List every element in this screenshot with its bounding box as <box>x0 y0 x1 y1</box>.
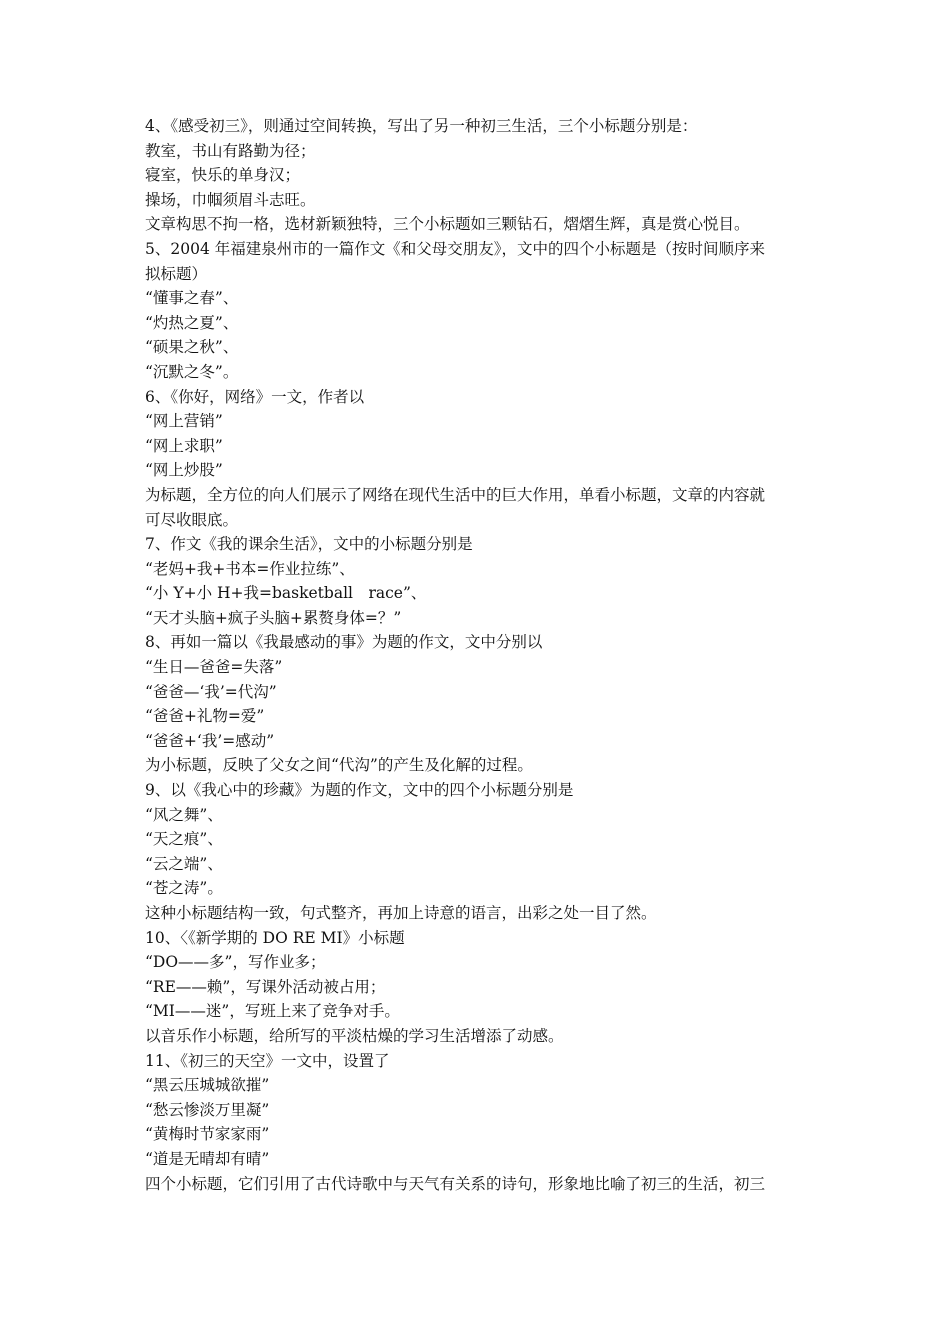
text-line: 6、《你好，网络》一文，作者以 <box>145 387 365 406</box>
text-line: 拟标题） <box>145 264 208 283</box>
text-line: 寝室，快乐的单身汉； <box>145 166 301 185</box>
text-line: “爸爸+‘我’=感动” <box>145 731 275 750</box>
text-line: 11、《初三的天空》一文中，设置了 <box>145 1051 390 1070</box>
text-line: 四个小标题，它们引用了古代诗歌中与天气有关系的诗句，形象地比喻了初三的生活，初三 <box>145 1174 766 1193</box>
text-line: “网上营销” <box>145 412 223 431</box>
text-line: “RE——赖”，写课外活动被占用； <box>145 977 386 996</box>
text-line: 4、《感受初三》，则通过空间转换，写出了另一种初三生活，三个小标题分别是： <box>145 117 698 135</box>
text-line: “MI——迷”，写班上来了竞争对手。 <box>145 1002 400 1021</box>
text-line: 9、以《我心中的珍藏》为题的作文，文中的四个小标题分别是 <box>145 781 574 800</box>
text-line: “硕果之秋”、 <box>145 338 239 357</box>
text-line: 7、作文《我的课余生活》，文中的小标题分别是 <box>145 535 473 554</box>
text-line: 为小标题，反映了父女之间“代沟”的产生及化解的过程。 <box>145 756 533 775</box>
text-line: 为标题，全方位的向人们展示了网络在现代生活中的巨大作用，单看小标题，文章的内容就 <box>145 485 766 504</box>
text-line: “DO——多”，写作业多； <box>145 953 326 972</box>
text-line: “网上求职” <box>145 436 223 455</box>
text-line: “天才头脑+疯子头脑+累赘身体=？” <box>145 608 402 627</box>
text-line: 可尽收眼底。 <box>145 510 239 529</box>
text-line: 教室，书山有路勤为径； <box>145 141 316 160</box>
text-line: 8、再如一篇以《我最感动的事》为题的作文，文中分别以 <box>145 633 543 652</box>
text-line: “风之舞”、 <box>145 805 223 824</box>
text-line: “老妈+我+书本=作业拉练”、 <box>145 559 355 578</box>
text-line: “灼热之夏”、 <box>145 313 239 332</box>
document-page <box>145 114 815 1196</box>
text-line: “沉默之冬”。 <box>145 362 239 381</box>
text-line: “网上炒股” <box>145 461 223 480</box>
text-line: “苍之涛”。 <box>145 879 223 898</box>
text-line: “云之端”、 <box>145 854 223 873</box>
text-line: 这种小标题结构一致，句式整齐，再加上诗意的语言，出彩之处一目了然。 <box>145 904 657 922</box>
text-line: “天之痕”、 <box>145 830 223 849</box>
text-line: 文章构思不拘一格，选材新颖独特，三个小标题如三颗钻石，熠熠生辉，真是赏心悦目。 <box>145 215 750 234</box>
text-line: 操场，巾帼须眉斗志旺。 <box>145 190 316 209</box>
text-line: “愁云惨淡万里凝” <box>145 1100 270 1119</box>
text-line: 5、2004 年福建泉州市的一篇作文《和父母交朋友》，文中的四个小标题是（按时间顺序来 <box>145 239 765 258</box>
text-line: “爸爸+礼物=爱” <box>145 707 265 726</box>
text-line: “黄梅时节家家雨” <box>145 1125 270 1144</box>
text-line: 10、〈《新学期的 DO RE MI》小标题 <box>145 928 405 947</box>
text-line: “道是无晴却有晴” <box>145 1149 270 1168</box>
text-line: “小 Y+小 H+我=basketball race”、 <box>145 584 427 603</box>
text-line: 以音乐作小标题，给所写的平淡枯燥的学习生活增添了动感。 <box>145 1026 564 1045</box>
text-line: “黑云压城城欲摧” <box>145 1076 270 1095</box>
text-line: “生日—爸爸=失落” <box>145 658 283 677</box>
text-line: “懂事之春”、 <box>145 289 239 308</box>
text-line: “爸爸—‘我’=代沟” <box>145 682 277 701</box>
